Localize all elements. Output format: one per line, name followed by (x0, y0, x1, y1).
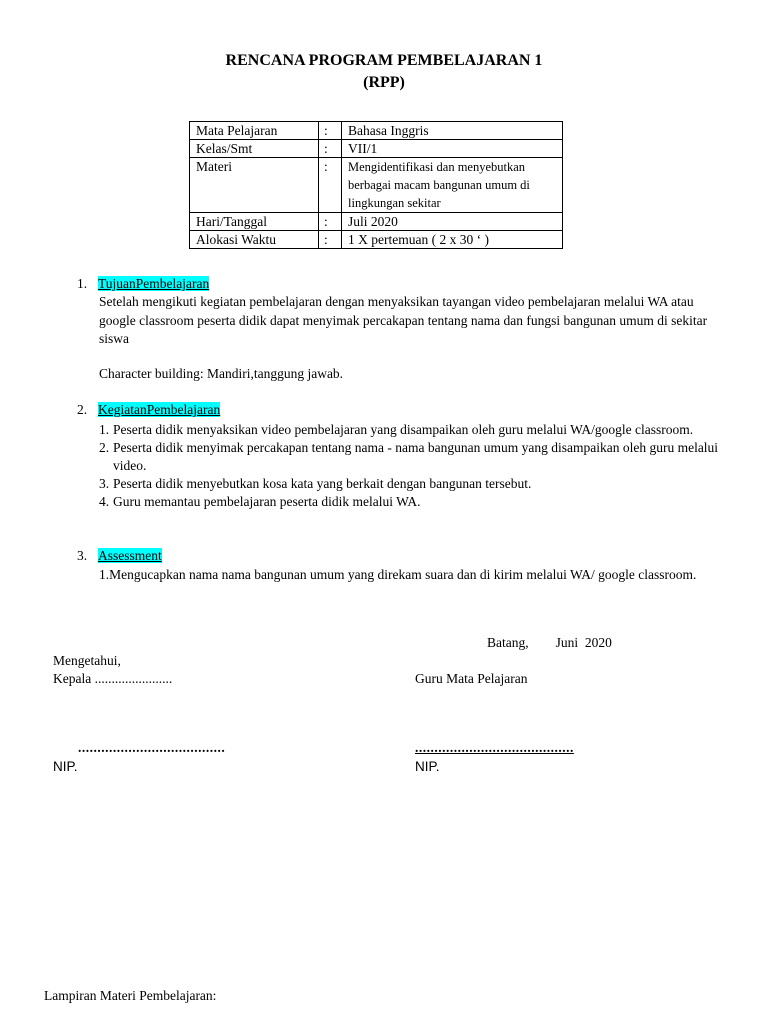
section-title: KegiatanPembelajaran (98, 402, 221, 417)
info-label: Hari/Tanggal (190, 213, 319, 231)
signature-line-left: ...................................... (78, 740, 226, 755)
info-separator: : (319, 140, 342, 158)
signature-line-right: ......................................... (415, 740, 574, 755)
section-number: 1. (77, 276, 88, 291)
info-value: Juli 2020 (342, 213, 563, 231)
nip-right: NIP. (415, 759, 440, 774)
list-item (99, 439, 739, 474)
place-date: Batang, Juni 2020 (487, 635, 612, 650)
list-number: 1. (99, 422, 110, 437)
section-number: 3. (77, 548, 88, 563)
document-title: RENCANA PROGRAM PEMBELAJARAN 1 (225, 52, 543, 69)
section-body-assessment: 1.Mengucapkan nama nama bangunan umum yang direkam suara dan di kirim melalui WA/ google classroom. (99, 567, 697, 582)
list-text: Peserta didik menyaksikan video pembelajaran yang disampaikan oleh guru melalui WA/google classroom. (113, 422, 694, 437)
attachment-label: Lampiran Materi Pembelajaran: (44, 988, 217, 1003)
document-subtitle: (RPP) (363, 74, 405, 91)
section-body-tujuan: Setelah mengikuti kegiatan pembelajaran dengan menyaksikan tayangan video pembelajaran melalui WA atau google classroom peserta didik dapat menyimak percakapan tentang nama dan fungsi bangunan umum di sekitar siswa (99, 294, 708, 346)
list-text: Peserta didik menyebutkan kosa kata yang berkait dengan bangunan tersebut. (113, 475, 532, 491)
known-label: Mengetahui, (53, 653, 121, 668)
table-row (190, 140, 563, 158)
list-item (99, 493, 739, 511)
info-separator: : (319, 122, 342, 140)
info-label: Alokasi Waktu (190, 231, 319, 249)
info-label: Materi (190, 158, 319, 213)
list-number: 2. (99, 440, 110, 455)
info-value: 1 X pertemuan ( 2 x 30 ‘ ) (342, 231, 563, 249)
table-row (190, 122, 563, 140)
section-number: 2. (77, 402, 88, 417)
section-title: TujuanPembelajaran (98, 276, 210, 291)
section-heading-kegiatan (77, 402, 220, 418)
table-row (190, 158, 563, 213)
head-label: Kepala ....................... (53, 671, 173, 686)
teacher-label: Guru Mata Pelajaran (415, 671, 528, 686)
info-separator: : (319, 213, 342, 231)
list-item (99, 421, 739, 439)
activity-list (99, 421, 739, 511)
nip-left: NIP. (53, 759, 78, 774)
table-row (190, 231, 563, 249)
info-label: Kelas/Smt (190, 140, 319, 158)
section-heading-assessment (77, 548, 162, 564)
info-separator: : (319, 231, 342, 249)
info-label: Mata Pelajaran (190, 122, 319, 140)
section-heading-tujuan (77, 276, 209, 292)
list-text: Guru memantau pembelajaran peserta didik melalui WA. (113, 493, 421, 509)
info-table (189, 121, 563, 249)
info-separator: : (319, 158, 342, 213)
table-row (190, 213, 563, 231)
section-title: Assessment (98, 548, 162, 563)
info-value: Mengidentifikasi dan menyebutkan berbagai macam bangunan umum di lingkungan sekitar (342, 158, 563, 213)
character-building: Character building: Mandiri,tanggung jawab. (99, 366, 344, 381)
info-value: VII/1 (342, 140, 563, 158)
info-value: Bahasa Inggris (342, 122, 563, 140)
list-number: 4. (99, 493, 110, 509)
list-text: Peserta didik menyimak percakapan tentang nama - nama bangunan umum yang disampaikan oleh guru melalui video. (113, 440, 719, 473)
list-number: 3. (99, 475, 110, 491)
list-item (99, 475, 739, 493)
